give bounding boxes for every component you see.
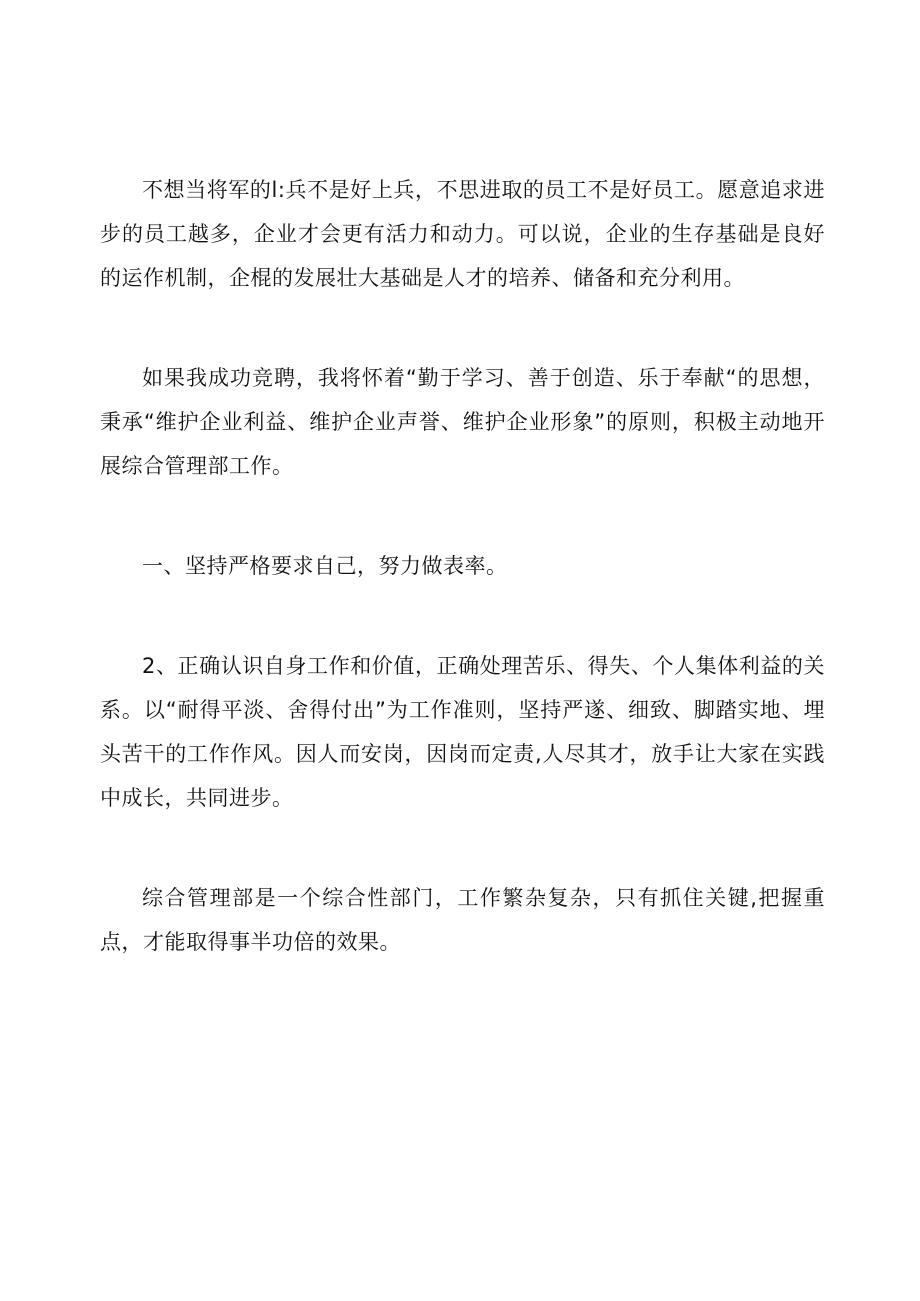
paragraph-gap [100,588,825,644]
paragraph-gap [100,820,825,876]
paragraph-3: 2、正确认识自身工作和价值，正确处理苦乐、得失、个人集体利益的关系。以“耐得平淡、舍得付出”为工作准则，坚持严遂、细致、脚踏实地、埋头苦干的工作作风。因人而安岗，因岗而定责,人尽其才，放手让大家在实践中成长，共同进步。 [100,654,825,810]
paragraph-2: 如果我成功竞聘，我将怀着“勤于学习、善于创造、乐于奉献“的思想，秉承“维护企业利益、维护企业声誉、维护企业形象”的原则，积极主动地开展综合管理部工作。 [100,366,825,478]
paragraph-1: 不想当将军的l:兵不是好上兵，不思进取的员工不是好员工。愿意追求进步的员工越多，企业才会更有活力和动力。可以说，企业的生存基础是良好的运作机制，企棍的发展壮大基础是人才的培养、储备和充分利用。 [100,178,825,290]
document-body [100,168,825,964]
paragraph-gap [100,488,825,544]
paragraph-gap [100,300,825,356]
paragraph-4: 综合管理部是一个综合性部门，工作繁杂复杂，只有抓住关键,把握重点，才能取得事半功倍的效果。 [100,886,825,954]
section-heading-1: 一、坚持严格要求自己，努力做表率。 [142,554,508,578]
